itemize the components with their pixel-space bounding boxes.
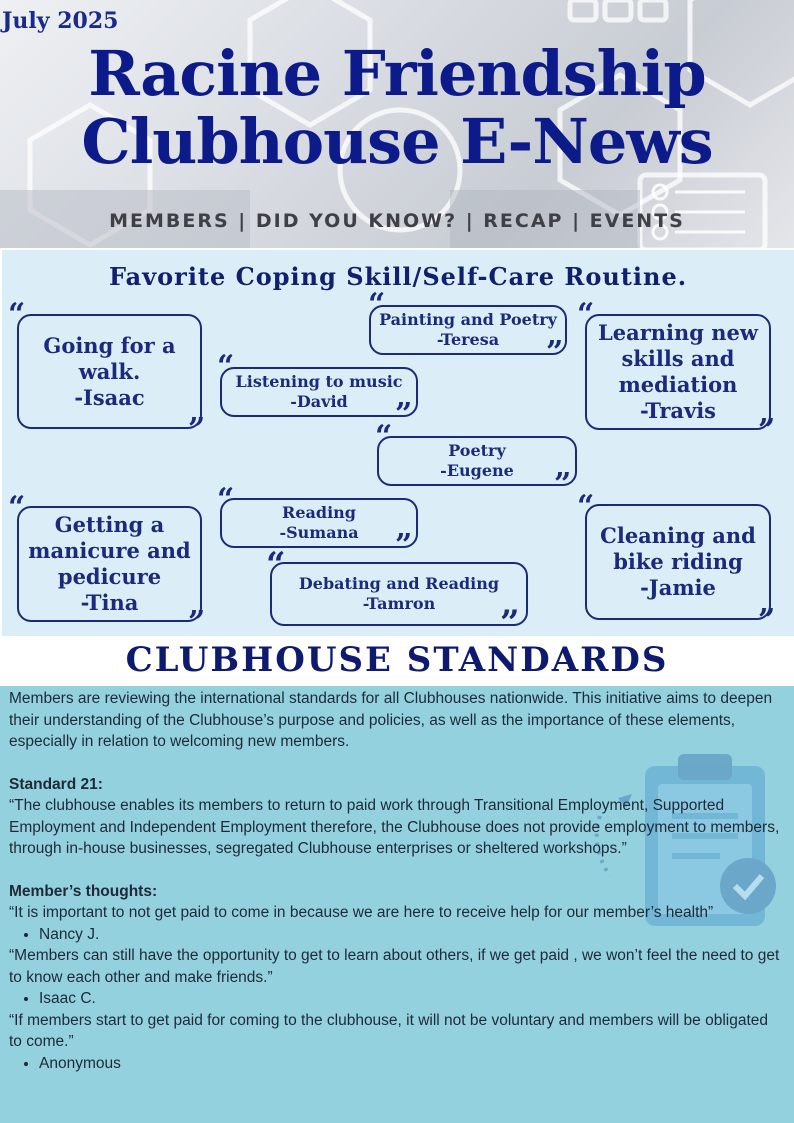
- close-quote-icon: ”: [500, 603, 520, 643]
- close-quote-icon: ”: [554, 467, 572, 502]
- open-quote-icon: “: [217, 482, 235, 517]
- standard-label: Standard 21:: [9, 775, 103, 793]
- close-quote-icon: ”: [188, 605, 206, 640]
- open-quote-icon: “: [8, 490, 26, 525]
- open-quote-icon: “: [375, 419, 393, 454]
- quote-card: [270, 562, 528, 626]
- standards-intro: Members are reviewing the international standards for all Clubhouses nationwide. This initiative aims to deepen their understanding of the Clubhouse’s purpose and policies, as well as the importance of these elements, especially in relation to welcoming new members.: [9, 690, 773, 750]
- newsletter-header: [0, 0, 794, 248]
- quote-text: Reading -Sumana: [279, 503, 359, 542]
- member-quote: “Members can still have the opportunity to get to learn about others, if we get paid , we won’t feel the need to get to know each other and make friends.”: [9, 947, 780, 986]
- standard-quote: “The clubhouse enables its members to return to paid work through Transitional Employment, Supported Employment and Independent Employment therefore, the Clubhouse does not provide employment to members, through in-house businesses, segregated Clubhouse enterprises or sheltered workshops.”: [9, 797, 780, 857]
- open-quote-icon: “: [577, 489, 595, 524]
- quote-card: [17, 314, 202, 429]
- section-list: MEMBERS | DID YOU KNOW? | RECAP | EVENTS: [109, 210, 685, 232]
- quote-card: [585, 504, 771, 620]
- quote-author: • Isaac C.: [39, 988, 784, 1010]
- quote-text: Cleaning and bike riding -Jamie: [600, 523, 756, 600]
- close-quote-icon: ”: [395, 397, 413, 432]
- close-quote-icon: ”: [546, 335, 564, 370]
- standards-text: [9, 688, 784, 1074]
- quote-text: Poetry -Eugene: [440, 441, 514, 480]
- open-quote-icon: “: [266, 545, 286, 585]
- open-quote-icon: “: [8, 297, 26, 332]
- quote-text: Getting a manicure and pedicure -Tina: [28, 512, 191, 615]
- quote-card: [220, 367, 418, 417]
- close-quote-icon: ”: [758, 413, 776, 448]
- coping-skills-section: [2, 250, 794, 643]
- coping-skills-title: Favorite Coping Skill/Self-Care Routine.: [108, 262, 688, 291]
- newsletter-title: [0, 37, 794, 178]
- issue-date: July 2025: [2, 8, 119, 34]
- author-list: [9, 924, 784, 946]
- open-quote-icon: “: [217, 349, 235, 384]
- quote-card: [377, 436, 577, 486]
- close-quote-icon: ”: [758, 603, 776, 638]
- quote-text: Learning new skills and mediation -Travis: [597, 320, 758, 423]
- open-quote-icon: “: [368, 287, 386, 322]
- quote-card: [17, 506, 202, 622]
- author-list: [9, 988, 784, 1010]
- standards-section: [0, 686, 794, 1123]
- author-list: [9, 1053, 784, 1075]
- quote-text: Listening to music -David: [235, 372, 403, 411]
- open-quote-icon: “: [577, 297, 595, 332]
- quote-text: Debating and Reading -Tamron: [298, 574, 500, 613]
- member-quote: “It is important to not get paid to come in because we are here to receive help for our member’s health”: [9, 904, 714, 921]
- member-quote: “If members start to get paid for coming to the clubhouse, it will not be voluntary and members will be obligated to come.”: [9, 1011, 769, 1050]
- quote-author: • Anonymous: [39, 1053, 784, 1075]
- quote-card: [369, 305, 567, 355]
- standards-title: CLUBHOUSE STANDARDS: [125, 640, 669, 680]
- quote-text: Going for a walk. -Isaac: [43, 332, 176, 410]
- quote-text: Painting and Poetry -Teresa: [379, 310, 557, 349]
- close-quote-icon: ”: [395, 528, 413, 563]
- quote-card: [585, 314, 771, 430]
- newsletter-title-line2: Clubhouse E-News: [81, 105, 713, 178]
- quote-author: • Nancy J.: [39, 924, 784, 946]
- member-thoughts-label: Member’s thoughts:: [9, 882, 158, 900]
- newsletter-title-line1: Racine Friendship: [88, 37, 706, 110]
- close-quote-icon: ”: [188, 412, 206, 447]
- quote-card: [220, 498, 418, 548]
